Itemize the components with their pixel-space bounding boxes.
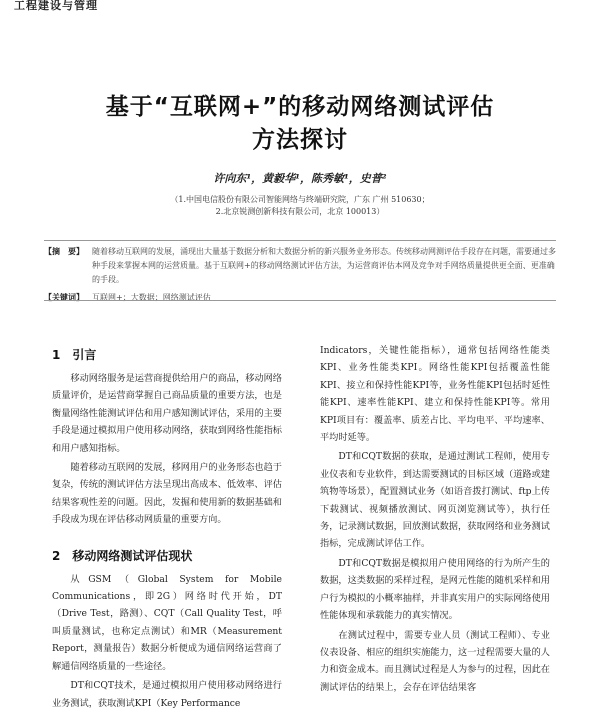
right-paragraph-3: DT和CQT数据是模拟用户使用网络的行为所产生的数据，这类数据的采样过程，是网元性能的随机采样和用户行为模拟的小概率抽样，并非真实用户的实际网络使用性能体现和承载能力的真实情况。: [320, 557, 550, 622]
right-column: [320, 342, 550, 698]
running-header: [0, 0, 600, 12]
right-paragraph-1: Indicators，关键性能指标），通常包括网络性能类KPI、业务性能类KPI。网络性能KPI包括覆盖性能KPI、接立和保持性能KPI等，业务性能KPI包括时延性能KPI、速率性能KPI、建立和保持性能KPI等。常用KPI项目有：覆盖率、质差占比、平均电平、平均速率、平均时延等。: [320, 345, 550, 444]
abstract-text: 随着移动互联网的发展，涌现出大量基于数据分析和大数据分析的新兴服务业务形态。传统移动网测评估手段存在问题，需要通过多种手段来掌握本网的运营质量。基于互联网+的移动网络测试评估方法，为运营商评估本网及竞争对手网络质量提供更全面、更准确的手段。: [92, 247, 556, 284]
left-column: [52, 342, 282, 714]
section-gap: [52, 531, 282, 543]
affiliation-2: 2.北京锐测创新科技有限公司，北京 100013）: [215, 207, 385, 216]
journal-name: 工程建设与管理: [14, 0, 98, 12]
author-list: 许向东¹，黄毅华¹，陈秀敏¹，史普²: [213, 172, 387, 185]
section-2-paragraph-1: 从GSM（Global System for Mobile Communications，即2G）网络时代开始，DT（Drive Test，路测）、CQT（Call Quality Test，呼叫质量测试，也称定点测试）和MR（Measurement Report，测量报告）数据分析便成为通信网络运营商了解通信网络质量的一些途径。: [52, 573, 282, 672]
abstract-label: 【摘 要】: [44, 247, 84, 256]
section-2-paragraph-2: DT和CQT技术，是通过模拟用户使用移动网络进行业务测试，获取测试KPI（Key Performance: [52, 680, 282, 709]
section-1-heading: 1 引言: [52, 348, 97, 362]
keywords-row: [44, 291, 556, 305]
section-1-paragraph-2: 随着移动互联网的发展，移网用户的业务形态也趋于复杂，传统的测试评估方法呈现出高成本、低效率、评估结果客观性差的问题。因此，发掘和使用新的数据基础和手段成为现在评估移动网质量的重要方向。: [52, 462, 282, 526]
paper-title-line-1: 基于“互联网+”的移动网络测试评估: [105, 94, 495, 120]
abstract-top-rule: [44, 240, 556, 241]
section-1-paragraph-1: 移动网络服务是运营商提供给用户的商品，移动网络质量评价，是运营商掌握自己商品质量的重要方法，也是衡量网络性能测试评估和用户感知测试评估，采用的主要手段是通过模拟用户使用移动网络，获取到网络性能指标和用户感知指标。: [52, 373, 282, 454]
keywords-text: 互联网+；大数据；网络测试评估: [92, 293, 211, 302]
abstract-row: [44, 245, 556, 287]
affiliation-1: （1.中国电信股份有限公司智能网络与终端研究院，广东 广州 510630；: [170, 195, 430, 204]
section-2-heading: 2 移动网络测试评估现状: [52, 548, 193, 563]
abstract-bottom-rule: [44, 300, 556, 301]
paper-title-line-2: 方法探讨: [252, 127, 348, 153]
abstract-block: [44, 245, 556, 305]
keywords-label: 【关键词】: [44, 293, 84, 302]
right-paragraph-4: 在测试过程中，需要专业人员（测试工程师）、专业仪表设备、相应的组织实施能力，这一过程需要大量的人力和资金成本。而且测试过程是人为参与的过程，因此在测试评估的结果上，会存在评估结果客: [320, 629, 550, 693]
right-paragraph-2: DT和CQT数据的获取，是通过测试工程师，使用专业仪表和专业软件，到达需要测试的目标区域（道路或建筑物等场景），配置测试业务（如语音拨打测试、ftp上传下载测试、视频播放测试、网页浏览测试等），执行任务，记录测试数据，回放测试数据，获取网络和业务测试指标，完成测试评估工作。: [320, 451, 550, 550]
